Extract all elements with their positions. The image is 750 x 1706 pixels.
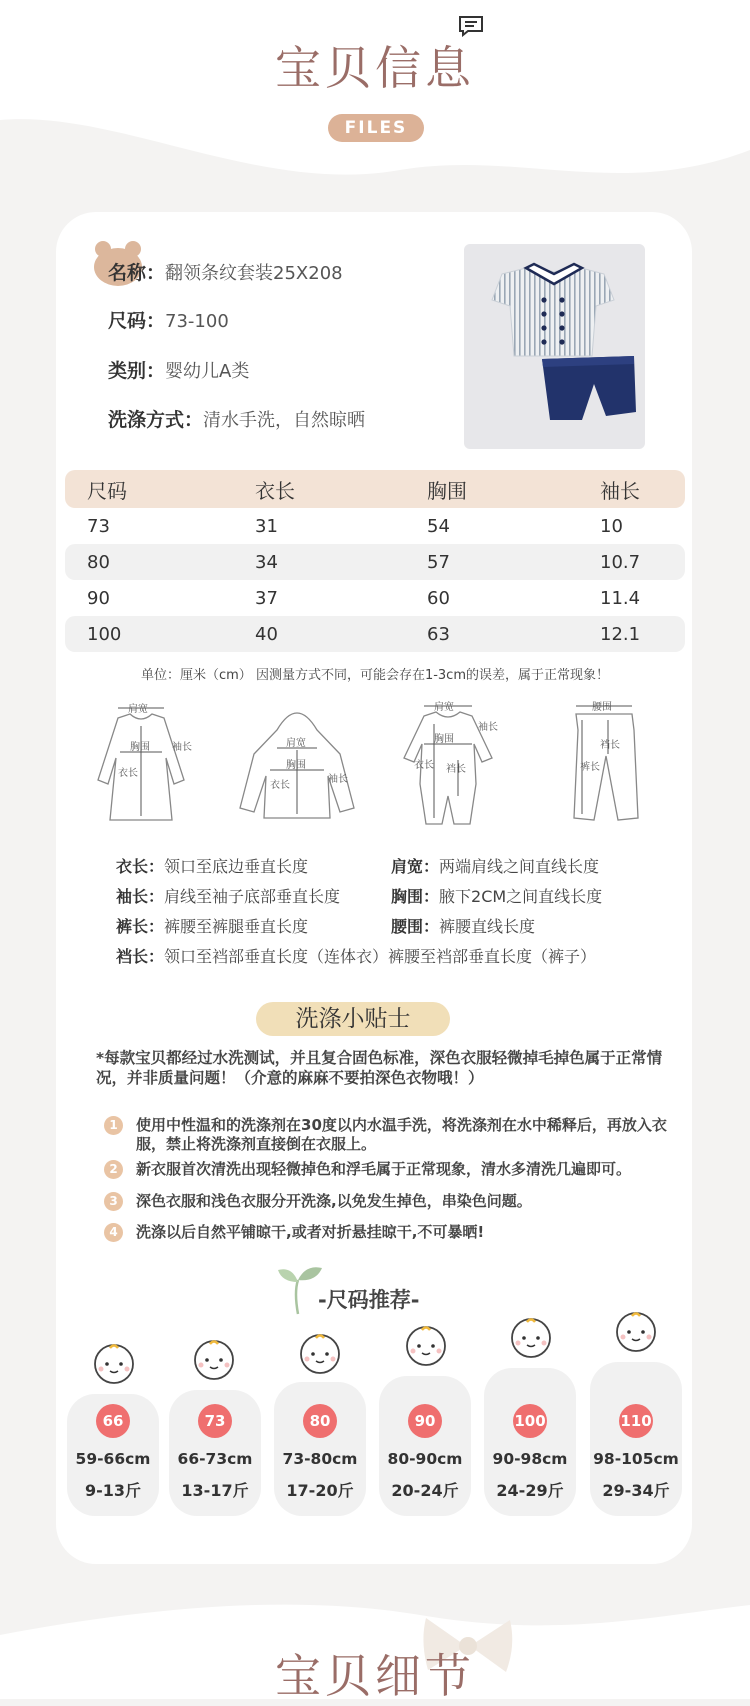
definition-desc: 肩线至袖子底部垂直长度 — [164, 887, 341, 906]
romper-diagram — [390, 700, 510, 830]
size-range: 80-90cm — [387, 1450, 463, 1468]
sprout-icon — [276, 1262, 324, 1316]
info-size — [108, 306, 229, 333]
label-shoulder: 肩宽 — [286, 738, 306, 749]
tips-note: *每款宝贝都经过水洗测试，并且复合固色标准，深色衣服轻微掉毛掉色属于正常情况，并非质量问题！（介意的麻麻不要拍深色衣物哦！） — [96, 1049, 663, 1087]
size-badge: 73 — [198, 1404, 232, 1438]
table-header-cell: 袖长 — [600, 478, 640, 503]
table-cell: 37 — [255, 587, 278, 609]
table-cell: 31 — [255, 515, 278, 537]
baby-face-icon — [86, 1340, 142, 1384]
table-cell: 10.7 — [600, 551, 641, 573]
size-label: 尺码： — [108, 310, 166, 332]
table-cell: 10 — [600, 515, 623, 537]
size-range: 98-105cm — [593, 1450, 679, 1468]
table-header — [65, 470, 685, 508]
size-weight: 29-34斤 — [602, 1481, 670, 1500]
name-value: 翻领条纹套装25X208 — [165, 263, 343, 284]
table-cell: 57 — [427, 551, 450, 573]
category-value: 婴幼儿A类 — [165, 361, 250, 382]
definition-term: 袖长： — [116, 887, 165, 906]
tip-text: 新衣服首次清洗出现轻微掉色和浮毛属于正常现象，清水多清洗几遍即可。 — [136, 1160, 632, 1178]
label-length: 衣长 — [118, 768, 138, 779]
size-table — [65, 470, 685, 652]
definition-item — [116, 944, 596, 967]
tips-title: 洗涤小贴士 — [295, 1006, 411, 1032]
table-cell: 34 — [255, 551, 278, 573]
definition-term: 肩宽： — [391, 857, 440, 876]
name-label: 名称： — [108, 262, 166, 284]
wash-value: 清水手洗，自然晾晒 — [203, 410, 366, 431]
table-row — [65, 508, 685, 544]
recommend-title: -尺码推荐- — [318, 1288, 420, 1312]
size-weight: 24-29斤 — [496, 1481, 564, 1500]
page-title: 宝贝信息 — [275, 41, 475, 95]
tip-text: 深色衣服和浅色衣服分开洗涤,以免发生掉色，串染色问题。 — [136, 1192, 532, 1210]
tip-number: 4 — [104, 1223, 123, 1242]
size-badge: 90 — [408, 1404, 442, 1438]
info-category — [108, 356, 249, 383]
label-waist: 腰围 — [592, 702, 612, 713]
size-badge: 110 — [619, 1404, 653, 1438]
label-crotch: 裆长 — [600, 740, 620, 751]
size-card — [274, 1382, 366, 1516]
label-shoulder: 肩宽 — [434, 702, 454, 713]
header-wave-background — [0, 0, 750, 200]
size-badge: 100 — [513, 1404, 547, 1438]
table-cell: 11.4 — [600, 587, 641, 609]
size-range: 59-66cm — [75, 1450, 151, 1468]
outfit-illustration — [464, 244, 645, 449]
definition-term: 衣长： — [116, 857, 165, 876]
unit-note: 单位：厘米（cm） 因测量方式不同，可能会存在1-3cm的误差，属于正常现象！ — [141, 668, 609, 683]
size-card — [67, 1394, 159, 1516]
definition-desc: 裤腰直线长度 — [439, 917, 536, 936]
definition-item — [116, 884, 340, 907]
definition-term: 裆长： — [116, 947, 165, 966]
table-cell: 80 — [87, 551, 110, 573]
definition-item — [391, 854, 599, 877]
baby-face-icon — [608, 1308, 664, 1352]
table-cell: 54 — [427, 515, 450, 537]
definition-desc: 领口至裆部垂直长度（连体衣）裤腰至裆部垂直长度（裤子） — [164, 947, 597, 966]
files-badge: FILES — [328, 114, 424, 142]
baby-face-icon — [292, 1330, 348, 1374]
tip-text: 洗涤以后自然平铺晾干,或者对折悬挂晾干,不可暴晒! — [136, 1223, 485, 1241]
pants-diagram — [560, 700, 650, 830]
size-card — [484, 1368, 576, 1516]
size-weight: 17-20斤 — [286, 1481, 354, 1500]
label-pants-length: 裤长 — [580, 762, 600, 773]
size-range: 66-73cm — [177, 1450, 253, 1468]
dress-diagram — [86, 700, 196, 830]
size-card — [169, 1390, 261, 1516]
wash-label: 洗涤方式： — [108, 409, 204, 431]
table-cell: 100 — [87, 623, 122, 645]
label-shoulder: 肩宽 — [128, 704, 148, 715]
definition-desc: 领口至底边垂直长度 — [164, 857, 309, 876]
baby-face-icon — [398, 1322, 454, 1366]
table-cell: 63 — [427, 623, 450, 645]
table-header-cell: 胸围 — [427, 478, 467, 503]
size-range: 90-98cm — [492, 1450, 568, 1468]
label-sleeve: 袖长 — [172, 742, 192, 753]
info-name — [108, 258, 343, 285]
label-crotch: 裆长 — [446, 764, 466, 775]
label-chest: 胸围 — [130, 742, 150, 753]
definition-term: 腰围： — [391, 917, 440, 936]
table-cell: 40 — [255, 623, 278, 645]
table-header-cell: 尺码 — [87, 478, 127, 503]
size-card — [590, 1362, 682, 1516]
details-title: 宝贝细节 — [275, 1649, 475, 1703]
table-row — [65, 616, 685, 652]
table-cell: 60 — [427, 587, 450, 609]
info-wash — [108, 405, 365, 432]
category-label: 类别： — [108, 360, 166, 382]
product-photo — [464, 244, 645, 449]
baby-face-icon — [186, 1336, 242, 1380]
table-cell: 73 — [87, 515, 110, 537]
tip-number: 2 — [104, 1160, 123, 1179]
label-sleeve: 袖长 — [328, 774, 348, 785]
definition-term: 胸围： — [391, 887, 440, 906]
definition-desc: 裤腰至裤腿垂直长度 — [164, 917, 309, 936]
size-value: 73-100 — [165, 311, 229, 332]
size-weight: 13-17斤 — [181, 1481, 249, 1500]
size-weight: 20-24斤 — [391, 1481, 459, 1500]
tip-text: 使用中性温和的洗涤剂在30度以内水温手洗，将洗涤剂在水中稀释后，再放入衣服，禁止将洗涤剂直接倒在衣服上。 — [136, 1116, 667, 1153]
label-length: 衣长 — [414, 760, 434, 771]
size-range: 73-80cm — [282, 1450, 358, 1468]
hoodie-diagram — [232, 700, 362, 830]
definition-term: 裤长： — [116, 917, 165, 936]
table-row — [65, 580, 685, 616]
definition-item — [116, 854, 308, 877]
label-sleeve: 袖长 — [478, 722, 498, 733]
definition-item — [391, 884, 602, 907]
definition-desc: 腋下2CM之间直线长度 — [439, 887, 603, 906]
size-badge: 80 — [303, 1404, 337, 1438]
table-cell: 12.1 — [600, 623, 641, 645]
definition-item — [116, 914, 308, 937]
size-badge: 66 — [96, 1404, 130, 1438]
label-chest: 胸围 — [434, 734, 454, 745]
table-row — [65, 544, 685, 580]
label-length: 衣长 — [270, 780, 290, 791]
baby-face-icon — [503, 1314, 559, 1358]
size-weight: 9-13斤 — [84, 1481, 142, 1500]
definition-item — [391, 914, 535, 937]
table-header-cell: 衣长 — [255, 478, 295, 503]
label-chest: 胸围 — [286, 760, 306, 771]
tip-number: 3 — [104, 1192, 123, 1211]
size-card — [379, 1376, 471, 1516]
definition-desc: 两端肩线之间直线长度 — [439, 857, 600, 876]
tip-number: 1 — [104, 1116, 123, 1135]
table-cell: 90 — [87, 587, 110, 609]
